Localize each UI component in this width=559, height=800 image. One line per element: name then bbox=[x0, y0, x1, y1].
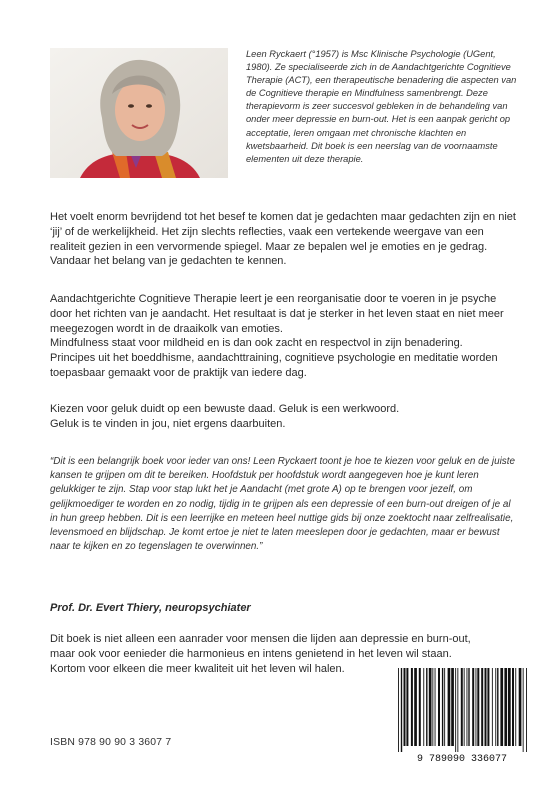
barcode-bar bbox=[411, 668, 413, 746]
barcode-bar bbox=[406, 668, 408, 746]
barcode-bar bbox=[444, 668, 445, 746]
barcode-bar bbox=[419, 668, 421, 746]
barcode-bar bbox=[451, 668, 454, 746]
barcode-bar bbox=[438, 668, 440, 746]
barcode-bar bbox=[461, 668, 463, 746]
barcode-bar bbox=[504, 668, 507, 746]
barcode-bar bbox=[476, 668, 477, 746]
barcode-bar bbox=[457, 668, 458, 752]
barcode-bar bbox=[526, 668, 527, 752]
author-bio: Leen Ryckaert (°1957) is Msc Klinische Psychologie (UGent, 1980). Ze specialiseerde zich in de Aandachtgerichte Cognitieve Therapie (ACT), een therapeutische benadering die aspecten van de Cognitieve therapie en Mindfulness samenbrengt. Deze therapievorm is zeer succesvol gebleken in de behandeling van onder meer depressie en burn-out. Het is een aanpak gericht op acceptatie, leren omgaan met chronische klachten en kwetsbaarheid. Dit boek is een neerslag van de voornaamste elementen uit deze therapie. bbox=[246, 49, 517, 164]
isbn-barcode bbox=[386, 664, 531, 764]
barcode-bar bbox=[508, 668, 511, 746]
barcode-bar bbox=[448, 668, 451, 746]
barcode-bar bbox=[512, 668, 514, 746]
barcode-bar bbox=[432, 668, 433, 746]
intro-paragraph: Het voelt enorm bevrijdend tot het besef te komen dat je gedachten maar gedachten zijn en niet ‘jij’ of de werkelijkheid. Het zijn slechts reflecties, vaak een vertekende weergave van een realiteit gezien in een vervormende spiegel. Maar ze bepalen wel je emoties en je gedrag. Vandaar het belang van je gedachten te kennen. bbox=[50, 211, 516, 268]
barcode-number: 9 789090 336077 bbox=[416, 754, 508, 764]
barcode-bar bbox=[442, 668, 443, 746]
barcode-bar bbox=[423, 668, 424, 746]
happiness-line-2: Geluk is te vinden in jou, niet ergens daarbuiten. bbox=[50, 418, 286, 430]
barcode-bar bbox=[519, 668, 522, 746]
barcode-bar bbox=[523, 668, 524, 752]
principles-paragraph: Principes uit het boeddhisme, aandachttraining, cognitieve psychologie en meditatie worden toepasbaar gemaakt voor de praktijk van iedere dag. bbox=[50, 352, 498, 379]
barcode-bar bbox=[485, 668, 487, 746]
barcode-bar bbox=[495, 668, 496, 746]
review-quote: “Dit is een belangrijk boek voor ieder van ons! Leen Ryckaert toont je hoe te kiezen voor geluk en de juiste kansen te grijpen om dit te bereiken. Hoofdstuk per hoofdstuk wordt aangegeven hoe je kunt leren gelukkiger te zijn. Stap voor stap lukt het je Aandacht (met grote A) op te brengen voor jezelf, om gelijkmoediger te worden en zo nodig, tijdig in te grijpen als een depressie of een burn-out dreigen of je al in hun greep hebben. Dit is een leerrijke en meteen heel nuttige gids bij onze zoektocht naar zelfrealisatie, levensmoed en blijdschap. Je komt ertoe je niet te laten meeslepen door je gedachten, maar er bewust naar te kijken en zo tegenslagen te overwinnen.” bbox=[50, 456, 515, 553]
barcode-bar bbox=[404, 668, 406, 746]
barcode-bar bbox=[464, 668, 465, 746]
barcode-bar bbox=[497, 668, 498, 746]
act-paragraph: Aandachtgerichte Cognitieve Therapie leert je een reorganisatie door te voeren in je psyche door het richten van je aandacht. Het resultaat is dat je sterker in het leven staat en niet meer meegezogen wordt in de draaikolk van emoties. bbox=[50, 293, 504, 335]
barcode-bar bbox=[492, 668, 493, 746]
happiness-line-1: Kiezen voor geluk duidt op een bewuste daad. Geluk is een werkwoord. bbox=[50, 403, 400, 415]
closing-line-1: Dit boek is niet alleen een aanrader voor mensen die lijden aan depressie en burn-out, bbox=[50, 633, 471, 645]
barcode-bar bbox=[487, 668, 489, 746]
barcode-bar bbox=[467, 668, 468, 746]
barcode-bar bbox=[455, 668, 456, 752]
barcode-bar bbox=[477, 668, 479, 746]
barcode-bar bbox=[429, 668, 432, 746]
barcode-bar bbox=[414, 668, 417, 746]
isbn-label: ISBN 978 90 90 3 3607 7 bbox=[50, 737, 172, 748]
author-photo bbox=[50, 48, 228, 178]
barcode-bar bbox=[398, 668, 399, 752]
quote-attribution: Prof. Dr. Evert Thiery, neuropsychiater bbox=[50, 602, 251, 614]
barcode-bar bbox=[472, 668, 474, 746]
barcode-bar bbox=[515, 668, 516, 746]
barcode-bar bbox=[481, 668, 483, 746]
barcode-bar bbox=[500, 668, 503, 746]
closing-line-2: maar ook voor eenieder die harmonieus en intens genietend in het leven wil staan. bbox=[50, 648, 452, 660]
barcode-bar bbox=[468, 668, 469, 746]
barcode-bar bbox=[426, 668, 427, 746]
barcode-bar bbox=[435, 668, 436, 746]
mindfulness-line: Mindfulness staat voor mildheid en is dan ook zacht en respectvol in zijn benadering. bbox=[50, 337, 463, 349]
barcode-bar bbox=[401, 668, 402, 752]
closing-line-3: Kortom voor elkeen die meer kwaliteit uit het leven wil halen. bbox=[50, 663, 345, 675]
